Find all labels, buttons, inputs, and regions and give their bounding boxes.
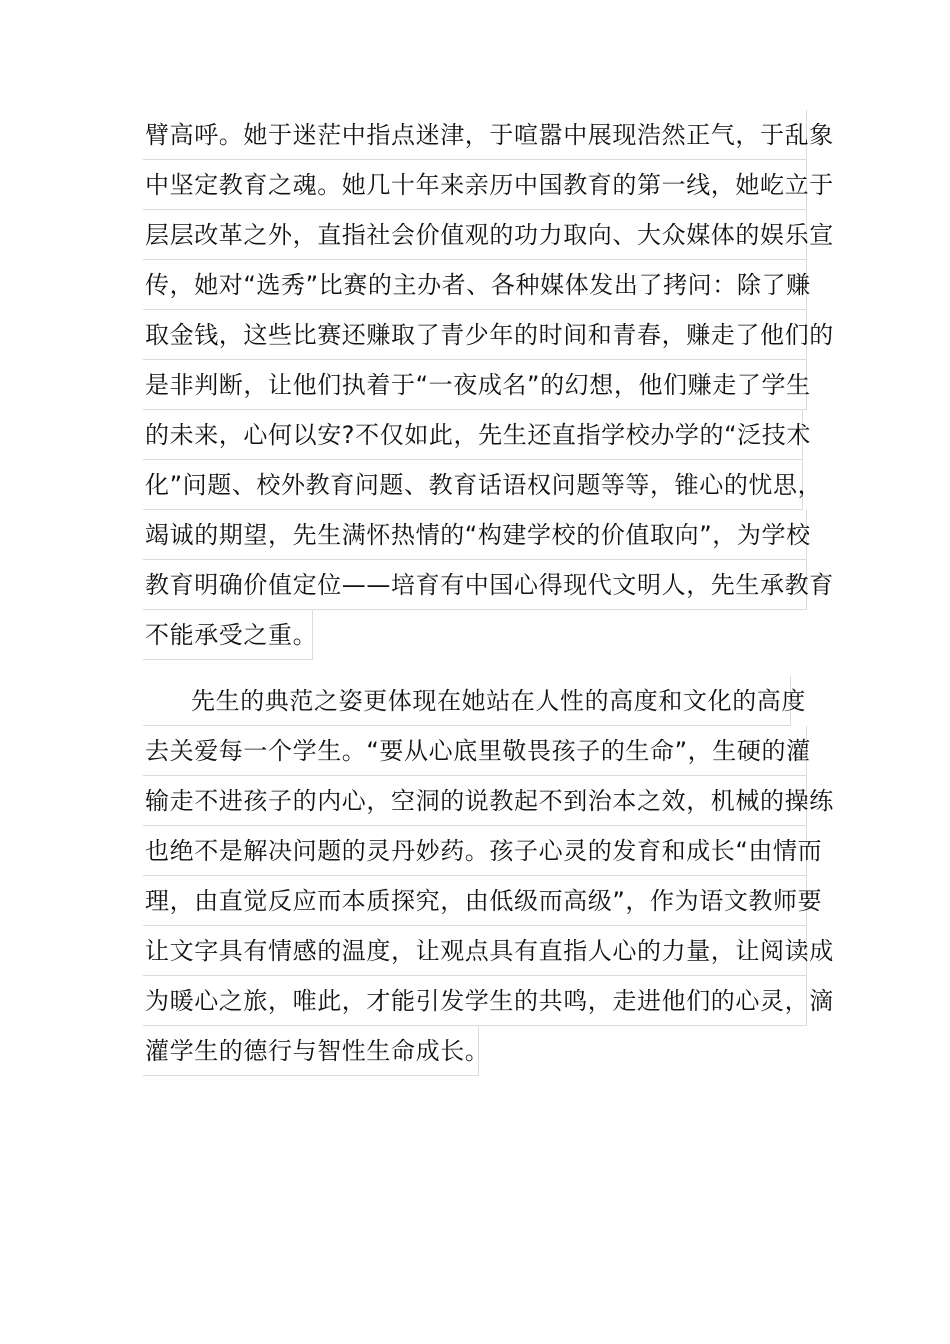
text-line: 中坚定教育之魂。她几十年来亲历中国教育的第一线，她屹立于 [143,160,807,210]
text-line: 的未来，心何以安?不仅如此，先生还直指学校办学的“泛技术 [143,410,803,460]
text-line: 化”问题、校外教育问题、教育话语权问题等等，锥心的忧思， [143,460,803,510]
text-line: 教育明确价值定位——培育有中国心得现代文明人，先生承教育 [143,560,807,610]
text-line: 为暖心之旅，唯此，才能引发学生的共鸣，走进他们的心灵，滴 [143,976,807,1026]
text-line: 让文字具有情感的温度，让观点具有直指人心的力量，让阅读成 [143,926,807,976]
text-line: 不能承受之重。 [143,610,313,660]
text-line: 先生的典范之姿更体现在她站在人性的高度和文化的高度 [143,676,791,726]
paragraph-2 [143,676,834,1076]
text-line: 传，她对“选秀”比赛的主办者、各种媒体发出了拷问：除了赚 [143,260,807,310]
text-line: 灌学生的德行与智性生命成长。 [143,1026,479,1076]
text-line: 竭诚的期望，先生满怀热情的“构建学校的价值取向”，为学校 [143,510,807,560]
text-line: 也绝不是解决问题的灵丹妙药。孩子心灵的发育和成长“由情而 [143,826,807,876]
text-line: 输走不进孩子的内心，空洞的说教起不到治本之效，机械的操练 [143,776,807,826]
text-line: 理，由直觉反应而本质探究，由低级而高级”，作为语文教师要 [143,876,807,926]
text-line: 取金钱，这些比赛还赚取了青少年的时间和青春，赚走了他们的 [143,310,807,360]
paragraph-1 [143,110,834,660]
text-line: 层层改革之外，直指社会价值观的功力取向、大众媒体的娱乐宣 [143,210,807,260]
text-line: 去关爱每一个学生。“要从心底里敬畏孩子的生命”，生硬的灌 [143,726,807,776]
text-line: 臂高呼。她于迷茫中指点迷津，于喧嚣中展现浩然正气，于乱象 [143,110,807,160]
text-line: 是非判断，让他们执着于“一夜成名”的幻想，他们赚走了学生 [143,360,807,410]
